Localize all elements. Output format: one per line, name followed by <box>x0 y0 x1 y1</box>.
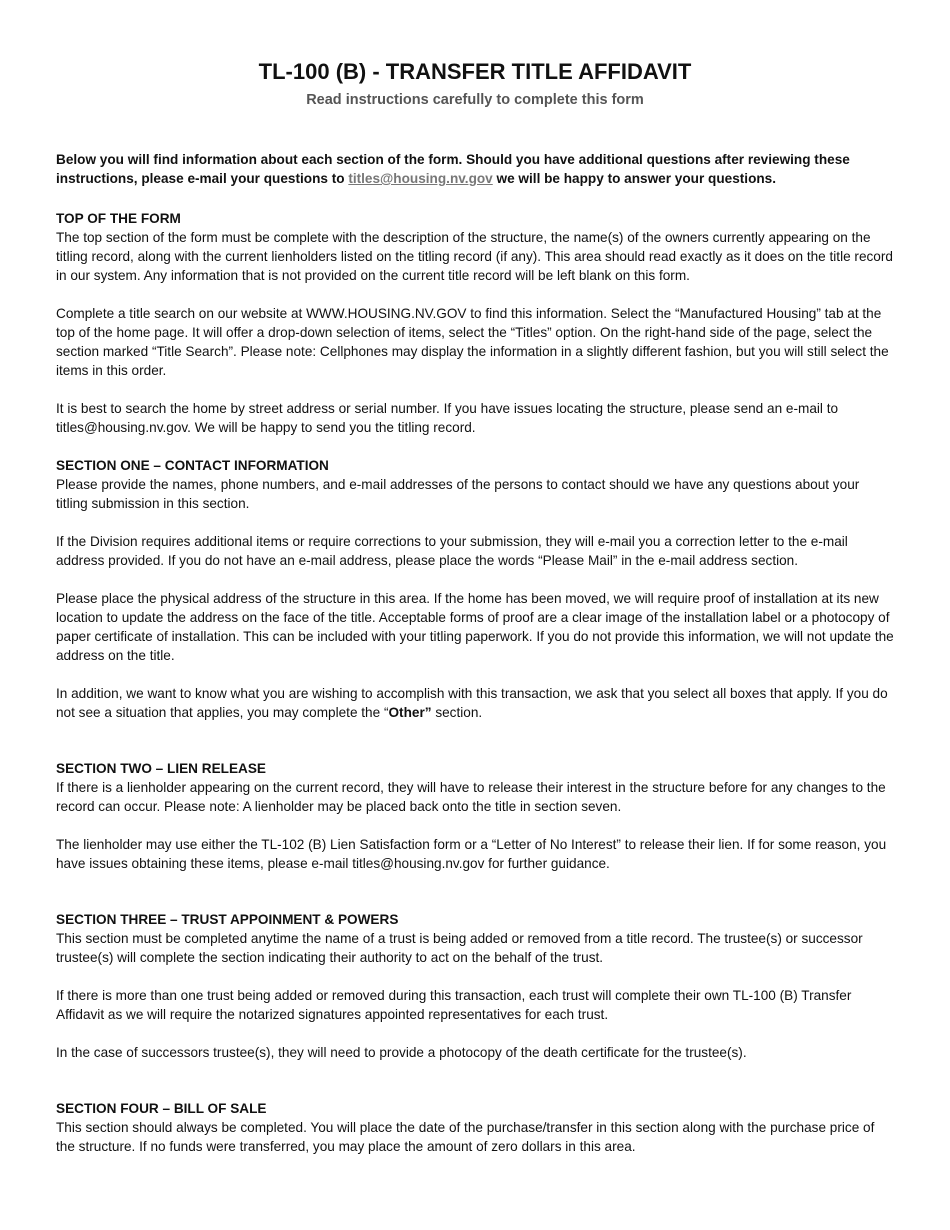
paragraph: Please provide the names, phone numbers, and e-mail addresses of the persons to contact should we have any questions about your titling submission in this section. <box>56 477 860 511</box>
paragraph: If there is a lienholder appearing on the current record, they will have to release their interest in the structure before for any changes to the record can occur. Please note: A lienholder may be placed back onto the title in section seven. <box>56 780 886 814</box>
paragraph: If the Division requires additional items or require corrections to your submission, they will e-mail you a correction letter to the e-mail address provided. If you do not have an e-mail address, please place the words “Please Mail” in the e-mail address section. <box>56 534 848 568</box>
paragraph-text: In addition, we want to know what you are wishing to accomplish with this transaction, we ask that you select all boxes that apply. If you do not see a situation that applies, you may complete the “ <box>56 686 888 720</box>
section-two <box>56 759 894 873</box>
section-one <box>56 456 894 722</box>
paragraph: This section must be completed anytime the name of a trust is being added or removed from a title record. The trustee(s) or successor trustee(s) will complete the section indicating their authority to act on the behalf of the trust. <box>56 931 863 965</box>
section-heading: TOP OF THE FORM <box>56 211 181 226</box>
intro-text-before: Below you will find information about each section of the form. Should you have additional questions after reviewing these instructions, please e-mail your questions to <box>56 152 850 186</box>
section-heading: SECTION THREE – TRUST APPOINMENT & POWERS <box>56 912 399 927</box>
section-heading: SECTION ONE – CONTACT INFORMATION <box>56 458 329 473</box>
section-top-of-form <box>56 209 894 437</box>
document-subtitle: Read instructions carefully to complete this form <box>306 92 644 108</box>
section-three <box>56 910 894 1062</box>
intro-paragraph <box>56 150 894 188</box>
paragraph: This section should always be completed. You will place the date of the purchase/transfer in this section along with the purchase price of the structure. If no funds were transferred, you may place the amount of zero dollars in this area. <box>56 1120 875 1154</box>
other-label: Other” <box>388 705 432 720</box>
paragraph: The top section of the form must be complete with the description of the structure, the name(s) of the owners currently appearing on the titling record, along with the current lienholders listed on the titling record (if any). This area should read exactly as it does on the title record in our system. Any information that is not provided on the current title record will be left blank on this form. <box>56 230 893 283</box>
section-heading: SECTION TWO – LIEN RELEASE <box>56 761 266 776</box>
paragraph: In the case of successors trustee(s), they will need to provide a photocopy of the death certificate for the trustee(s). <box>56 1045 747 1060</box>
paragraph: Please place the physical address of the structure in this area. If the home has been moved, we will require proof of installation at its new location to update the address on the face of the title. Acceptable forms of proof are a clear image of the installation label or a photocopy of paper certificate of installation. This can be included with your titling paperwork. If you do not provide this information, we will not update the address on the title. <box>56 591 894 663</box>
email-link[interactable]: titles@housing.nv.gov <box>348 171 493 186</box>
paragraph-text: section. <box>431 705 483 720</box>
section-four <box>56 1099 894 1156</box>
paragraph <box>56 684 894 722</box>
paragraph: If there is more than one trust being added or removed during this transaction, each trust will complete their own TL-100 (B) Transfer Affidavit as we will require the notarized signatures appointed representatives for each trust. <box>56 988 852 1022</box>
paragraph: The lienholder may use either the TL-102 (B) Lien Satisfaction form or a “Letter of No Interest” to release their lien. If for some reason, you have issues obtaining these items, please e-mail titles@housing.nv.gov for further guidance. <box>56 837 887 871</box>
intro-text-after: we will be happy to answer your questions. <box>492 171 777 186</box>
paragraph: Complete a title search on our website at WWW.HOUSING.NV.GOV to find this information. Select the “Manufactured Housing” tab at the top of the home page. It will offer a drop-down selection of items, select the “Titles” option. On the right-hand side of the page, select the section marked “Title Search”. Please note: Cellphones may display the information in a slightly different fashion, but you will still select the items in this order. <box>56 306 889 378</box>
document-title: TL-100 (B) - TRANSFER TITLE AFFIDAVIT <box>258 59 692 84</box>
paragraph: It is best to search the home by street address or serial number. If you have issues locating the structure, please send an e-mail to titles@housing.nv.gov. We will be happy to send you the titling record. <box>56 401 839 435</box>
section-heading: SECTION FOUR – BILL OF SALE <box>56 1101 267 1116</box>
